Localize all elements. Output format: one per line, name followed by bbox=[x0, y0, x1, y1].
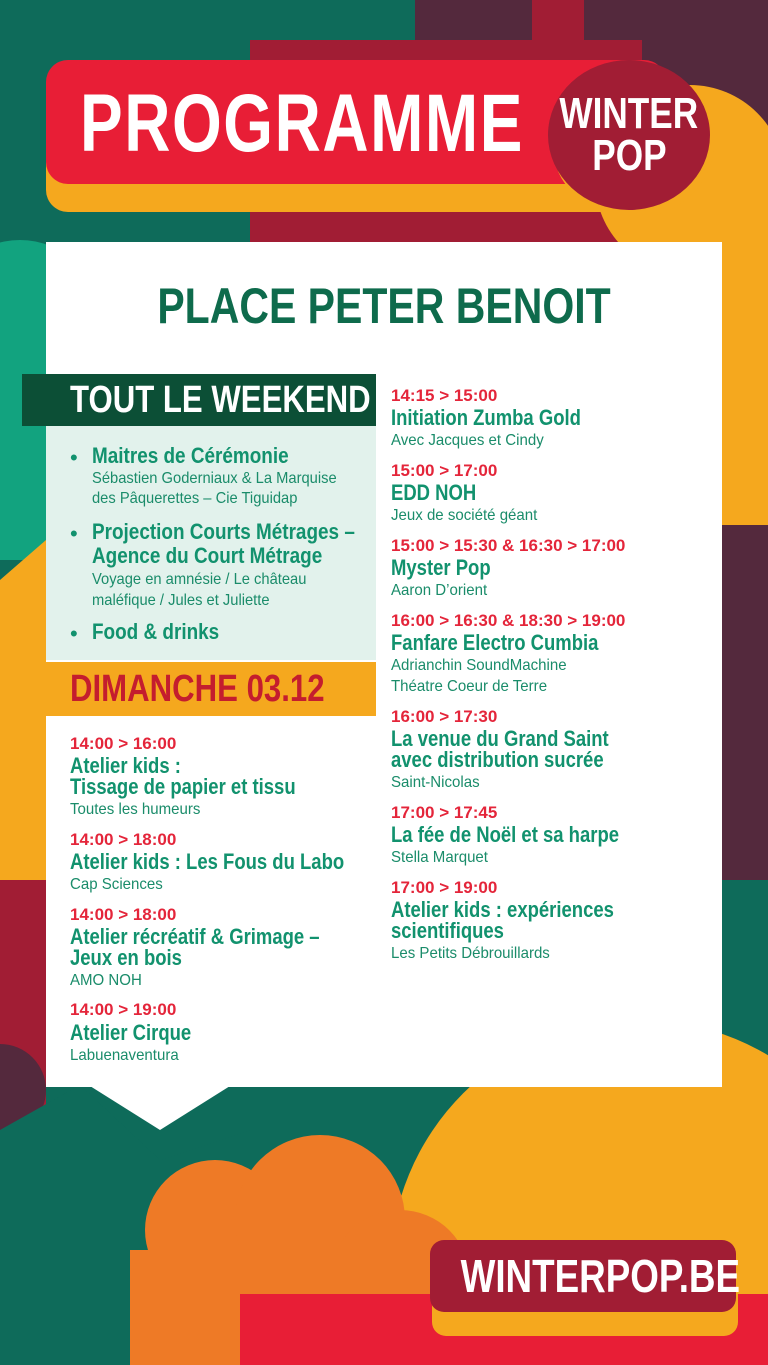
event-title: avec distribution sucrée bbox=[391, 747, 604, 772]
weekend-item-sub: Sébastien Goderniaux & La Marquise bbox=[92, 470, 337, 487]
event-host: Théatre Coeur de Terre bbox=[391, 678, 548, 695]
event-host: Cap Sciences bbox=[70, 876, 163, 893]
event-title: Atelier Cirque bbox=[70, 1020, 192, 1045]
event-title: Jeux en bois bbox=[70, 945, 182, 970]
event-host: AMO NOH bbox=[70, 972, 142, 989]
location-title: PLACE PETER BENOIT bbox=[157, 278, 611, 334]
weekend-item-title: Maitres de Cérémonie bbox=[92, 443, 289, 468]
weekend-item-title: Projection Courts Métrages – bbox=[92, 519, 355, 544]
event-host: Toutes les humeurs bbox=[70, 801, 201, 818]
event-time: 17:00 > 19:00 bbox=[391, 878, 498, 897]
event-title: Tissage de papier et tissu bbox=[70, 774, 296, 799]
website-link[interactable]: WINTERPOP.BE bbox=[460, 1250, 741, 1302]
weekend-item-sub: maléfique / Jules et Juliette bbox=[92, 592, 270, 609]
sunday-heading: DIMANCHE 03.12 bbox=[70, 668, 325, 710]
event-time: 15:00 > 17:00 bbox=[391, 461, 498, 480]
event-title: Myster Pop bbox=[391, 555, 491, 580]
event-title: Fanfare Electro Cumbia bbox=[391, 630, 599, 655]
weekend-item-title: Agence du Court Métrage bbox=[92, 543, 323, 568]
event-title: scientifiques bbox=[391, 918, 504, 943]
logo-line-1: WINTER bbox=[559, 89, 699, 138]
event-time: 14:00 > 19:00 bbox=[70, 1000, 177, 1019]
event-title: Atelier kids : bbox=[70, 753, 181, 778]
page-title: PROGRAMME bbox=[80, 78, 524, 169]
weekend-item-title: Food & drinks bbox=[92, 619, 220, 644]
event-title: EDD NOH bbox=[391, 480, 477, 505]
event-title: Atelier kids : Les Fous du Labo bbox=[70, 849, 345, 874]
event-title: Atelier récréatif & Grimage – bbox=[70, 924, 320, 949]
event-host: Labuenaventura bbox=[70, 1047, 179, 1064]
event-time: 16:00 > 16:30 & 18:30 > 19:00 bbox=[391, 611, 626, 630]
event-time: 14:00 > 18:00 bbox=[70, 905, 177, 924]
bullet-icon: • bbox=[70, 521, 78, 546]
event-title: La venue du Grand Saint bbox=[391, 726, 609, 751]
event-time: 16:00 > 17:30 bbox=[391, 707, 498, 726]
event-time: 14:00 > 18:00 bbox=[70, 830, 177, 849]
event-host: Les Petits Débrouillards bbox=[391, 945, 550, 962]
event-host: Saint-Nicolas bbox=[391, 774, 480, 791]
logo-line-2: POP bbox=[591, 131, 667, 180]
event-time: 14:00 > 16:00 bbox=[70, 734, 177, 753]
event-host: Adrianchin SoundMachine bbox=[391, 657, 567, 674]
bullet-icon: • bbox=[70, 445, 78, 470]
weekend-heading: TOUT LE WEEKEND bbox=[70, 379, 371, 421]
event-host: Stella Marquet bbox=[391, 849, 488, 866]
event-time: 14:15 > 15:00 bbox=[391, 386, 498, 405]
winterpop-logo-badge bbox=[548, 60, 710, 210]
bullet-icon: • bbox=[70, 621, 78, 646]
event-time: 15:00 > 15:30 & 16:30 > 17:00 bbox=[391, 536, 626, 555]
event-time: 17:00 > 17:45 bbox=[391, 803, 498, 822]
event-title: La fée de Noël et sa harpe bbox=[391, 822, 620, 847]
event-title: Atelier kids : expériences bbox=[391, 897, 614, 922]
weekend-item-sub: des Pâquerettes – Cie Tiguidap bbox=[92, 490, 298, 507]
event-host: Aaron D’orient bbox=[391, 582, 488, 599]
weekend-item-sub: Voyage en amnésie / Le château bbox=[92, 571, 307, 588]
event-title: Initiation Zumba Gold bbox=[391, 405, 581, 430]
event-host: Avec Jacques et Cindy bbox=[391, 432, 544, 449]
event-host: Jeux de société géant bbox=[391, 507, 538, 524]
